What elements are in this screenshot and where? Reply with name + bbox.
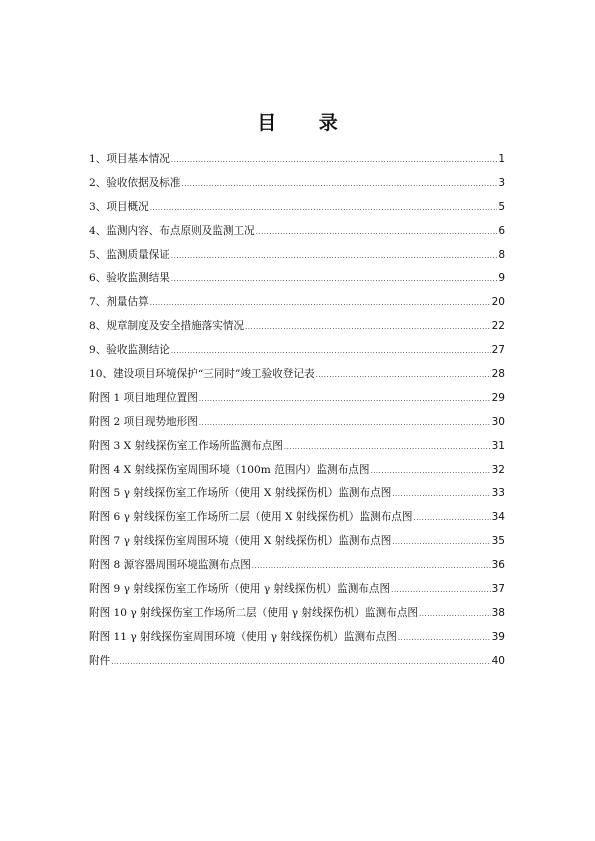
- toc-entry[interactable]: [89, 484, 505, 508]
- toc-leader-dots: [419, 605, 491, 623]
- toc-leader-dots: [171, 270, 497, 288]
- toc-entry[interactable]: [89, 508, 505, 532]
- toc-entry-label: 附图 11 γ 射线探伤室周围环境（使用 γ 射线探伤机）监测布点图: [89, 630, 397, 643]
- toc-page-number: 29: [491, 391, 505, 404]
- toc-entry-label: 附图 6 γ 射线探伤室工作场所二层（使用 X 射线探伤机）监测布点图: [89, 511, 413, 524]
- toc-leader-dots: [199, 414, 491, 432]
- toc-page-number: 35: [491, 535, 505, 548]
- toc-page-number: 9: [498, 272, 505, 285]
- toc-entry[interactable]: [89, 437, 505, 461]
- toc-entry[interactable]: [89, 317, 505, 341]
- toc-leader-dots: [284, 438, 491, 456]
- toc-entry[interactable]: [89, 652, 505, 676]
- toc-leader-dots: [150, 199, 498, 217]
- table-of-contents: [89, 150, 505, 676]
- toc-entry[interactable]: [89, 246, 505, 270]
- toc-entry-label: 3、项目概况: [89, 200, 149, 213]
- toc-leader-dots: [111, 653, 490, 671]
- toc-entry-label: 附图 10 γ 射线探伤室工作场所二层（使用 γ 射线探伤机）监测布点图: [89, 606, 419, 619]
- toc-page-number: 39: [491, 630, 505, 643]
- toc-page-number: 5: [498, 200, 505, 213]
- toc-entry-label: 4、监测内容、布点原则及监测工况: [89, 224, 255, 237]
- toc-page-number: 1: [498, 153, 505, 165]
- toc-entry-label: 8、规章制度及安全措施落实情况: [89, 320, 245, 333]
- toc-page-number: 37: [491, 583, 505, 596]
- toc-entry-label: 6、验收监测结果: [89, 272, 170, 285]
- toc-entry-label: 10、建设项目环境保护“三同时”竣工验收登记表: [89, 368, 315, 381]
- toc-entry[interactable]: [89, 293, 505, 317]
- toc-page-number: 38: [491, 606, 505, 619]
- toc-entry[interactable]: [89, 341, 505, 365]
- toc-page-number: 40: [491, 654, 505, 667]
- toc-entry[interactable]: [89, 628, 505, 652]
- page-title: 目 录: [257, 112, 356, 134]
- toc-entry[interactable]: [89, 413, 505, 437]
- toc-entry[interactable]: [89, 461, 505, 485]
- toc-leader-dots: [256, 223, 498, 241]
- toc-leader-dots: [316, 366, 491, 384]
- toc-page-number: 20: [491, 296, 505, 309]
- toc-entry[interactable]: [89, 269, 505, 293]
- toc-entry[interactable]: [89, 604, 505, 628]
- toc-page-number: 28: [491, 368, 505, 381]
- toc-leader-dots: [182, 175, 498, 193]
- toc-page-number: 8: [498, 248, 505, 261]
- toc-page-number: 30: [491, 415, 505, 428]
- toc-entry-label: 附图 4 X 射线探伤室周围环境（100m 范围内）监测布点图: [89, 463, 370, 476]
- toc-page-number: 33: [491, 487, 505, 500]
- toc-entry-label: 附图 5 γ 射线探伤室工作场所（使用 X 射线探伤机）监测布点图: [89, 487, 392, 500]
- toc-entry[interactable]: [89, 150, 505, 174]
- toc-leader-dots: [171, 342, 491, 360]
- toc-entry-label: 5、监测质量保证: [89, 248, 170, 261]
- toc-leader-dots: [245, 318, 491, 336]
- toc-entry-label: 附图 2 项目现势地形图: [89, 415, 198, 428]
- toc-leader-dots: [370, 462, 490, 480]
- toc-entry-label: 1、项目基本情况: [89, 153, 170, 165]
- toc-page-number: 6: [498, 224, 505, 237]
- toc-page-number: 34: [491, 511, 505, 524]
- toc-page-number: 22: [491, 320, 505, 333]
- toc-entry-label: 2、验收依据及标准: [89, 176, 181, 189]
- toc-leader-dots: [398, 629, 491, 647]
- toc-entry[interactable]: [89, 556, 505, 580]
- toc-leader-dots: [150, 294, 491, 312]
- toc-entry-label: 7、剂量估算: [89, 296, 149, 309]
- toc-leader-dots: [171, 247, 497, 265]
- toc-leader-dots: [392, 485, 490, 503]
- toc-leader-dots: [391, 581, 491, 599]
- toc-entry-label: 附图 8 源容器周围环境监测布点图: [89, 559, 251, 572]
- toc-entry-label: 附图 7 γ 射线探伤室周围环境（使用 X 射线探伤机）监测布点图: [89, 535, 392, 548]
- toc-entry[interactable]: [89, 222, 505, 246]
- toc-entry-label: 附图 1 项目地理位置图: [89, 391, 198, 404]
- toc-leader-dots: [392, 533, 490, 551]
- toc-leader-dots: [199, 390, 491, 408]
- toc-page-number: 3: [498, 176, 505, 189]
- toc-entry[interactable]: [89, 174, 505, 198]
- toc-entry-label: 附件: [89, 654, 111, 667]
- toc-leader-dots: [252, 557, 491, 575]
- toc-entry[interactable]: [89, 389, 505, 413]
- toc-leader-dots: [171, 151, 497, 169]
- toc-page-number: 31: [491, 439, 505, 452]
- toc-entry-label: 附图 3 X 射线探伤室工作场所监测布点图: [89, 439, 283, 452]
- toc-entry[interactable]: [89, 532, 505, 556]
- toc-entry[interactable]: [89, 580, 505, 604]
- toc-entry-label: 附图 9 γ 射线探伤室工作场所（使用 γ 射线探伤机）监测布点图: [89, 583, 391, 596]
- toc-entry[interactable]: [89, 198, 505, 222]
- toc-entry[interactable]: [89, 365, 505, 389]
- toc-entry-label: 9、验收监测结论: [89, 344, 170, 357]
- toc-page-number: 32: [491, 463, 505, 476]
- toc-page-number: 27: [491, 344, 505, 357]
- toc-leader-dots: [413, 509, 490, 527]
- toc-page-number: 36: [491, 559, 505, 572]
